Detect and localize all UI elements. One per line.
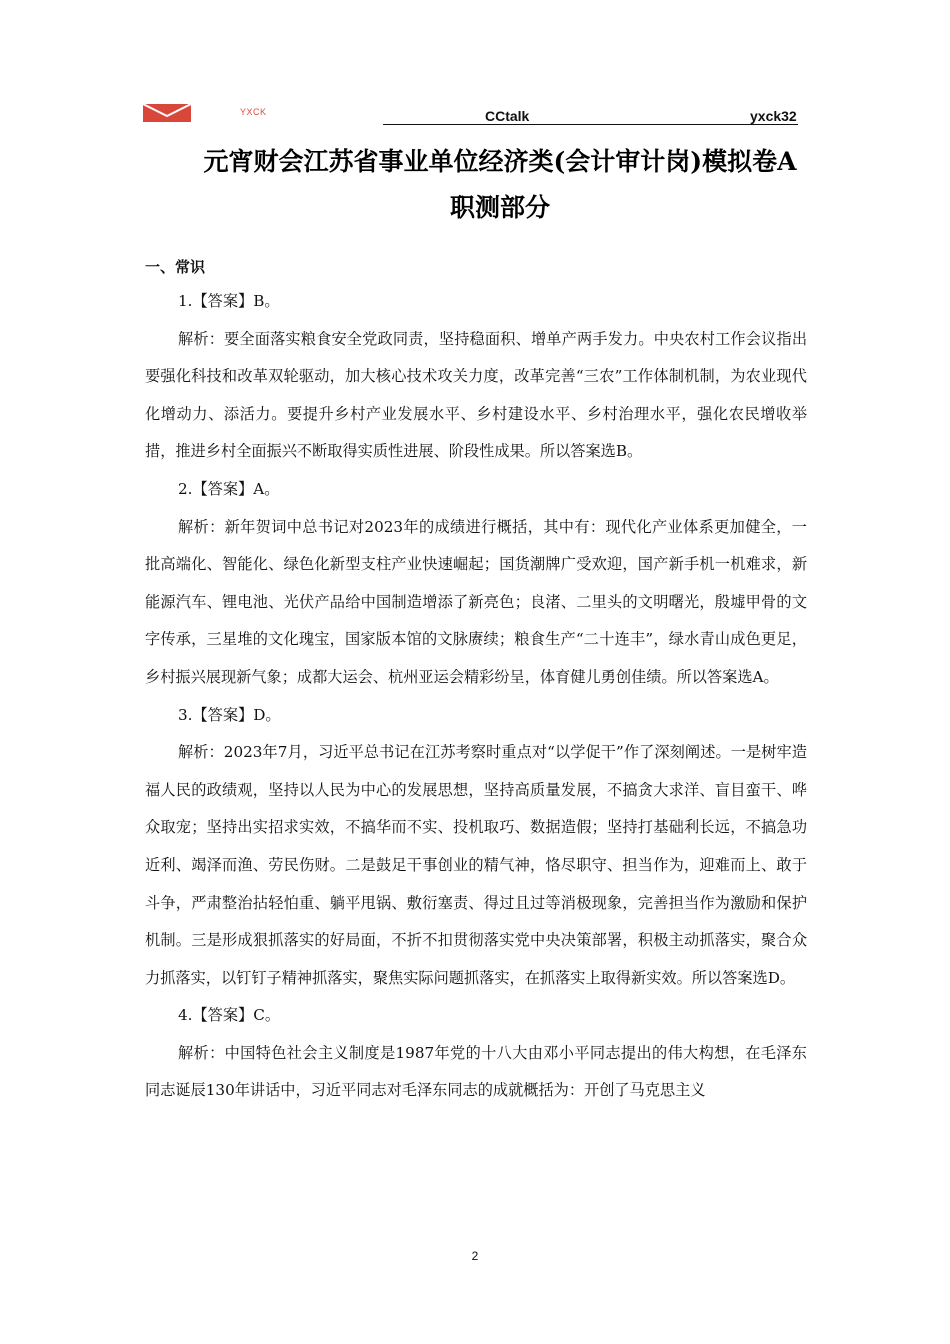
answer-line: 2.【答案】A。 <box>178 479 280 498</box>
document-title: 元宵财会江苏省事业单位经济类(会计审计岗)模拟卷A <box>203 147 797 176</box>
answer-line: 3.【答案】D。 <box>178 705 281 724</box>
explanation-paragraph: 解析：新年贺词中总书记对2023年的成绩进行概括，其中有：现代化产业体系更加健全，一批高端化、智能化、绿色化新型支柱产业快速崛起；国货潮牌广受欢迎，国产新手机一机难求，新能源汽车、锂电池、光伏产品给中国制造增添了新亮色；良渚、二里头的文明曙光，殷墟甲骨的文字传承，三星堆的文化瑰宝，国家版本馆的文脉赓续；粮食生产“二十连丰”，绿水青山成色更足，乡村振兴展现新气象；成都大运会、杭州亚运会精彩纷呈，体育健儿勇创佳绩。所以答案选A。 <box>145 517 807 686</box>
logo-envelope-icon <box>143 104 191 122</box>
answer-line: 1.【答案】B。 <box>178 292 280 310</box>
explanation-paragraph: 解析：中国特色社会主义制度是1987年党的十八大由邓小平同志提出的伟大构想，在毛泽东同志诞辰130年讲话中，习近平同志对毛泽东同志的成就概括为：开创了马克思主义 <box>145 1043 807 1100</box>
answer-line: 4.【答案】C。 <box>178 1006 281 1025</box>
explanation-paragraph: 解析：2023年7月，习近平总书记在江苏考察时重点对“以学促干”作了深刻阐述。一是树牢造福人民的政绩观，坚持以人民为中心的发展思想，坚持高质量发展，不搞贪大求洋、盲目蛮干、哗众取宠；坚持出实招求实效，不搞华而不实、投机取巧、数据造假；坚持打基础利长远，不搞急功近利、竭泽而渔、劳民伤财。二是鼓足干事创业的精气神，恪尽职守、担当作为，迎难而上、敢于斗争，严肃整治拈轻怕重、躺平甩锅、敷衍塞责、得过且过等消极现象，完善担当作为激励和保护机制。三是形成狠抓落实的好局面，不折不扣贯彻落实党中央决策部署，积极主动抓落实，聚合众力抓落实，以钉钉子精神抓落实，聚焦实际问题抓落实，在抓落实上取得新实效。所以答案选D。 <box>145 743 807 987</box>
header-center-text: CCtalk <box>485 108 530 124</box>
document-subtitle: 职测部分 <box>449 193 550 222</box>
logo-text: YXCK <box>240 107 267 117</box>
header-rule <box>383 124 798 125</box>
section-heading: 一、常识 <box>145 258 206 276</box>
header-right-text: yxck32 <box>750 108 797 124</box>
page-number: 2 <box>471 1249 479 1263</box>
document-body <box>145 283 807 1110</box>
explanation-paragraph: 解析：要全面落实粮食安全党政同责，坚持稳面积、增单产两手发力。中央农村工作会议指出要强化科技和改革双轮驱动，加大核心技术攻关力度，改革完善“三农”工作体制机制，为农业现代化增动力、添活力。要提升乡村产业发展水平、乡村建设水平、乡村治理水平，强化农民增收举措，推进乡村全面振兴不断取得实质性进展、阶段性成果。所以答案选B。 <box>145 329 807 461</box>
